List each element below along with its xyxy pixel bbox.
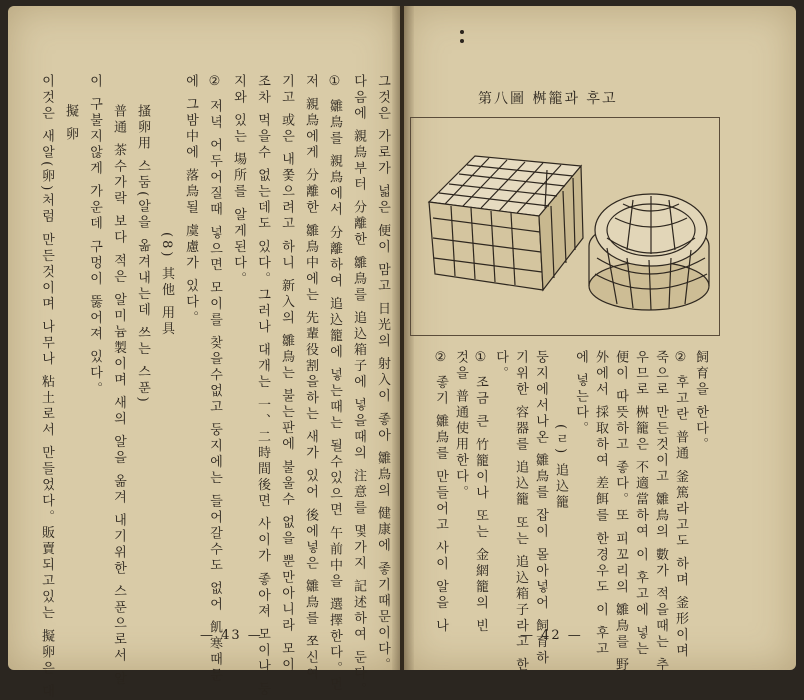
text-column: 搔卵用 스둠(알을 옮겨내는데 쓰는 스푼) xyxy=(135,104,150,405)
text-column: 저 親鳥에게 分離한 雛鳥中에는 先輩役割을하는 새가 있어 後에넣은 雛鳥를 쪼신여 xyxy=(303,74,318,683)
text-column: 이 구불지않게 가운데 구멍이 뚫어져 있다。 xyxy=(87,74,102,398)
section-heading: (8) 其他 用具 xyxy=(159,232,174,338)
subheading: 擬 卵 xyxy=(63,104,78,144)
text-column: 우므로 桝籠은 不適當하여 이 후고에 넣는 xyxy=(633,350,648,658)
text-column: ② 후고란 普通 釜篤라고도 하며 釜形이며 xyxy=(673,350,688,660)
text-column: 이것은 새알(卵)처럼 만든것이며 나무나 粘土로서 만들었다。販賣되고있는 擬卵은 대 xyxy=(39,74,54,700)
section-heading: (ㄹ) 追込籠 xyxy=(553,424,568,512)
text-column: 다음에 親鳥부터 分離한 雛鳥를 追込箱子에 넣을때의 注意를 몇가지 記述하여 둔다。 xyxy=(351,74,366,699)
text-column: 다。 xyxy=(493,350,508,382)
text-column: ② 저녁 어두어질때 넣으면 모이를 찾을수없고 둥지에는 들어갈수도 없어 飢寒때문 xyxy=(207,74,222,685)
text-column: 조차 먹을수 없는데도 있다。그러나 대개는 一、二時間後면 사이가 좋아져 모이나 둥 xyxy=(255,74,270,699)
text-column: ② 좋기 雛鳥를 만들어고 사이 알을 나 xyxy=(433,350,448,635)
text-column: 便이 따뜻하고 좋다。또 피꼬리의 雛鳥를 野 xyxy=(613,350,628,674)
book-gutter xyxy=(392,6,414,670)
page-number-right: — 42 — xyxy=(520,628,583,643)
text-column: 普通 茶수가락 보다 적은 알미늄製이며 새의 알을 옮겨 내기위한 스푼으로서 알 xyxy=(111,104,126,688)
cage-and-basket-drawing xyxy=(411,118,719,335)
ink-marks xyxy=(460,30,464,48)
text-column: 에 그밤中에 落鳥될 虞慮가 있다。 xyxy=(183,74,198,327)
text-column: 그것은 가로가 넓은 便이 맘고 日光의 射入이 좋아 雛鳥의 健康에 좋기때문이다。 xyxy=(375,74,390,674)
text-column: 에 넣는다。 xyxy=(573,350,588,438)
round-basket xyxy=(589,194,709,310)
text-column: 기위한 容器를 追込籠 또는 追込箱子라고 한 xyxy=(513,350,528,674)
text-column: 지와 있는 場所를 알게된다。 xyxy=(231,74,246,288)
text-column: ① 雛鳥를 親鳥에서 分離하여 追込籠에 넣는때는 될수있으면 午前中을 選擇한다。먼 xyxy=(327,74,342,694)
text-column: ① 조금 큰 竹籠이나 또는 金網籠의 빈 xyxy=(473,350,488,635)
text-column: 기고 或은 내쫓으려고 하니 新入의 雛鳥는 불는판에 불울수 없을 뿐만아니라 모이 xyxy=(279,74,294,674)
box-cage xyxy=(429,156,583,290)
text-column: 飼育을 한다。 xyxy=(693,350,708,454)
text-column: 外에서 採取하여 差餌를 한경우도 이 후고 xyxy=(593,350,608,658)
text-column: 죽으로 만든것이고 雛鳥의 數가 적을때는 추 xyxy=(653,350,668,674)
text-column: 것을 普通使用한다。 xyxy=(453,350,468,502)
figure-illustration xyxy=(410,117,720,336)
text-column: 둥지에서나온 雛鳥를 잡이 몰아넣어 飼育하 xyxy=(533,350,548,667)
page-number-left: — 43 — xyxy=(200,628,263,643)
figure-title: 第八圖 桝籠과 후고 xyxy=(478,91,618,107)
